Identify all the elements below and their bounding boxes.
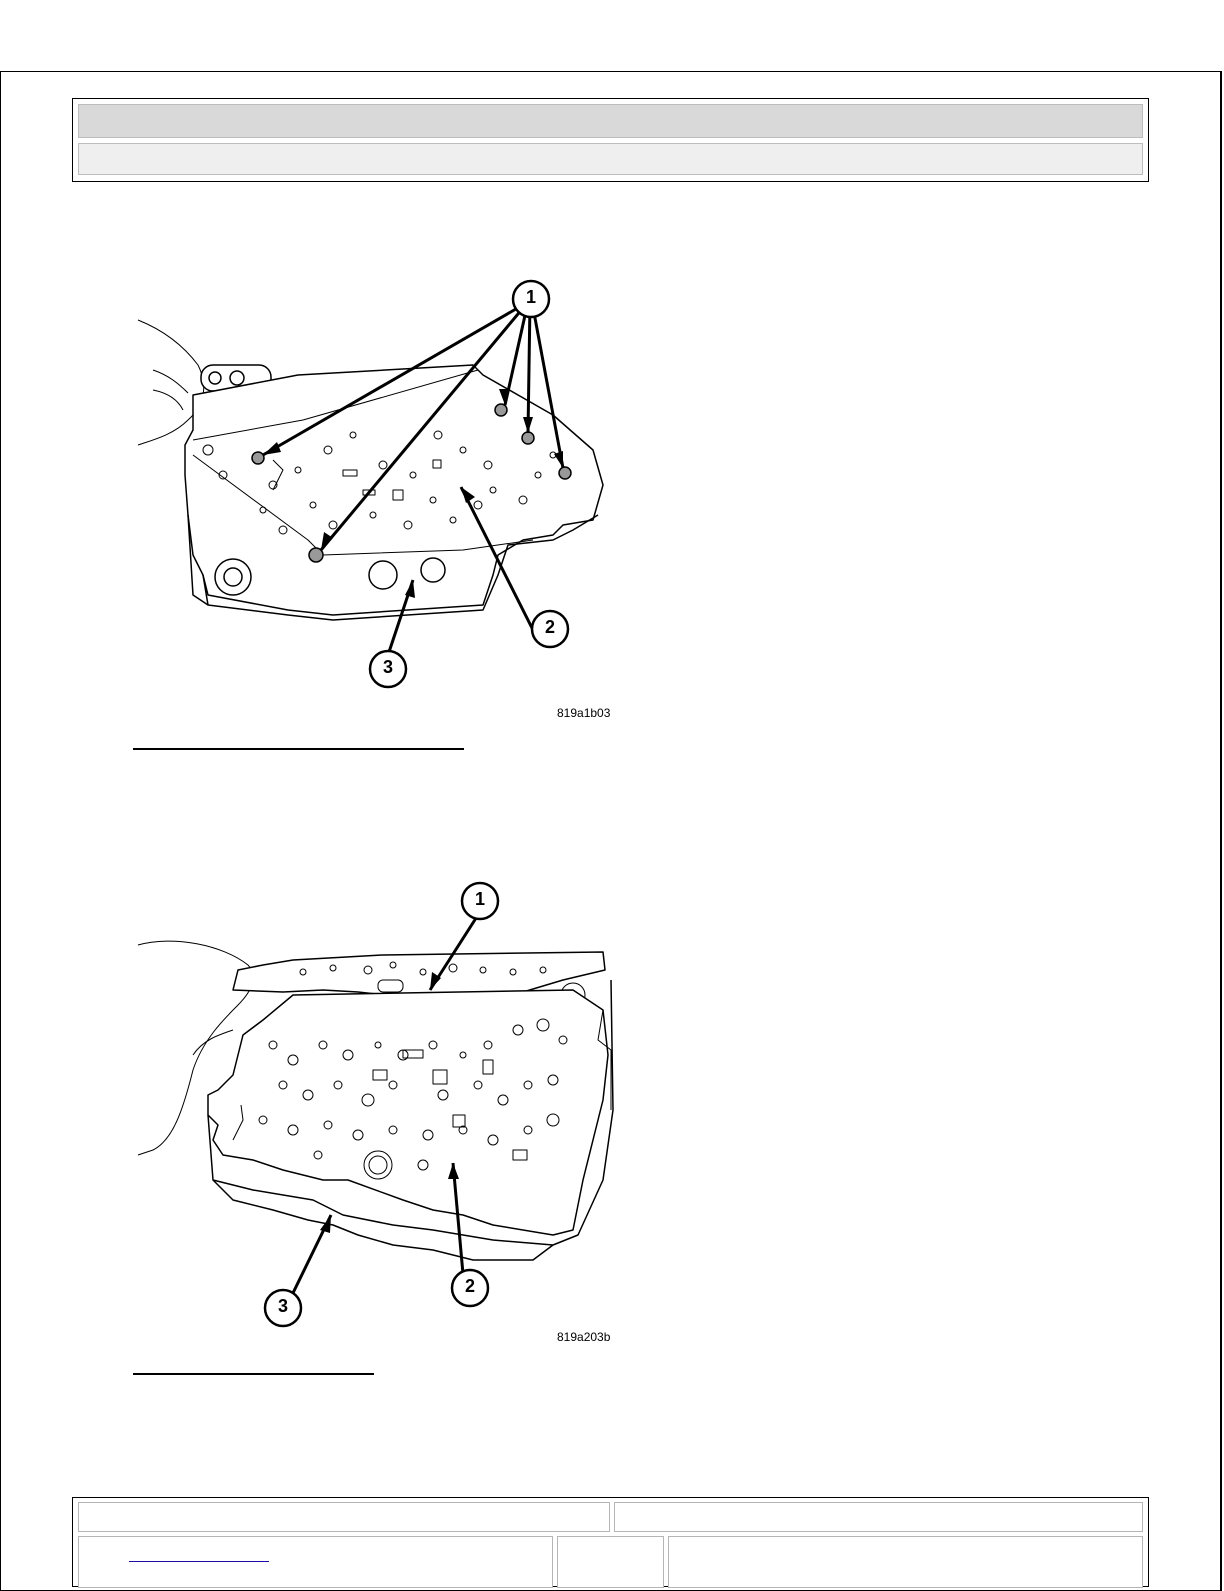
figure-1-callout-1: 1 [525,287,536,307]
footer-cell-left [78,1502,610,1532]
footer-cell-end [668,1536,1143,1588]
figure-1-caption-rule [133,748,464,750]
footer-cell-link [78,1536,553,1588]
figure-2-callout-1: 1 [474,889,485,909]
figure-2-code: 819a203b [557,1330,611,1344]
document-header [72,98,1149,182]
footer-link[interactable] [129,1547,269,1562]
figure-2-caption-rule [133,1373,374,1375]
footer-cell-mid [557,1536,664,1588]
figure-1-illustration [133,275,623,725]
footer-cell-right [614,1502,1143,1532]
figure-2 [133,880,623,1350]
figure-2-callout-2: 2 [464,1276,475,1296]
header-subtitle [78,143,1143,175]
figure-1 [133,275,623,725]
figure-1-callout-2: 2 [544,617,555,637]
document-footer [72,1497,1149,1587]
figure-1-callout-3: 3 [382,657,393,677]
figure-1-code: 819a1b03 [557,706,611,720]
header-title [78,104,1143,138]
figure-2-callout-3: 3 [277,1296,288,1316]
figure-2-illustration [133,880,623,1350]
